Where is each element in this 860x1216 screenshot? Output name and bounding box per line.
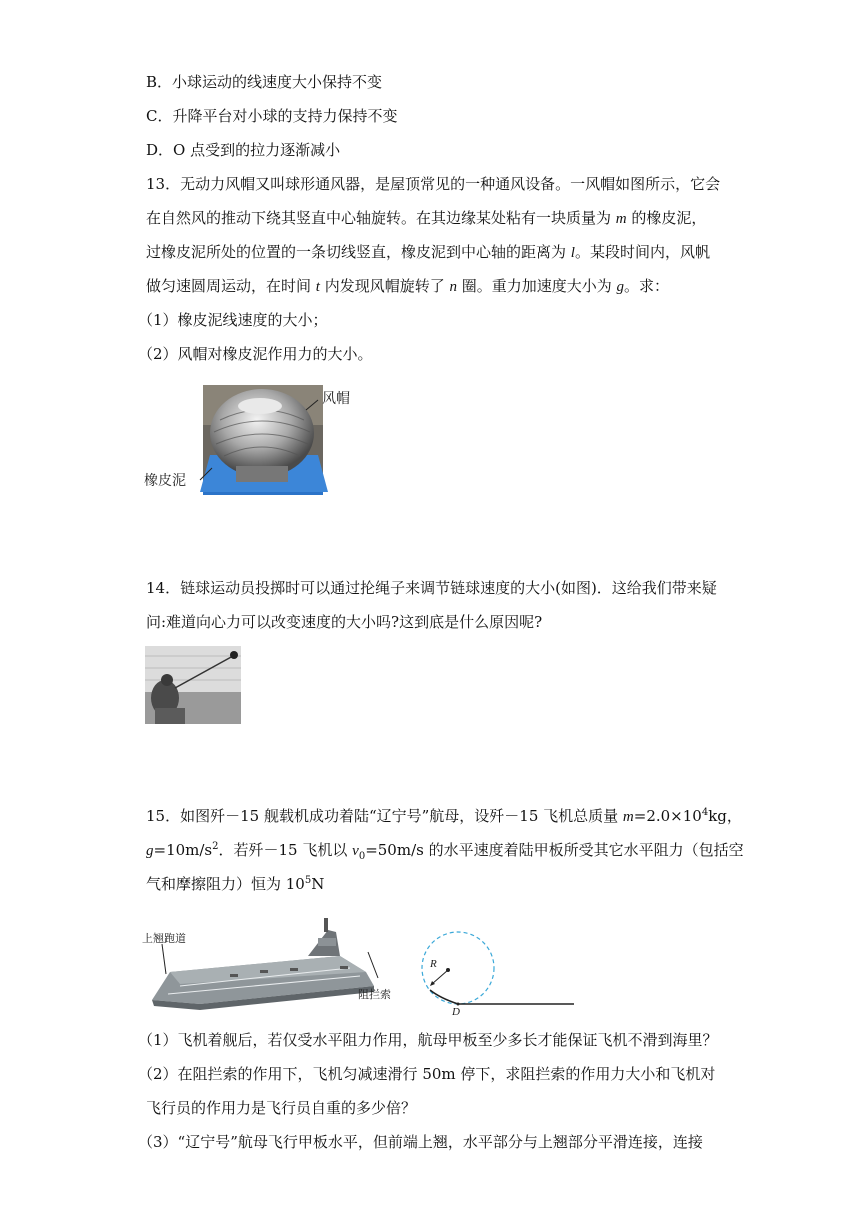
q13-sub2: （2）风帽对橡皮泥作用力的大小。 — [138, 345, 373, 363]
q13-line3: 过橡皮泥所处的位置的一条切线竖直，橡皮泥到中心轴的距离为 l。某段时间内，风帆 — [146, 243, 710, 261]
option-d: D．O 点受到的拉力逐渐减小 — [146, 141, 341, 159]
q13-line4: 做匀速圆周运动，在时间 t 内发现风帽旋转了 n 圈。重力加速度大小为 g。求： — [146, 277, 670, 295]
q13-sub1: （1）橡皮泥线速度的大小； — [138, 311, 328, 329]
q15-sub3: （3）“辽宁号”航母飞行甲板水平，但前端上翘，水平部分与上翘部分平滑连接，连接 — [138, 1133, 703, 1151]
q13-line2: 在自然风的推动下绕其竖直中心轴旋转。在其边缘某处粘有一块质量为 m 的橡皮泥， — [146, 209, 707, 227]
q15-line2: $g=10m/s^2$．若歼－15 飞机以 $v_0=50m/s$ 的水平速度着陆甲板所受其它水平阻力（包括空 — [146, 841, 744, 862]
hammer-throw-photo — [145, 646, 241, 724]
q14-line1: 14．链球运动员投掷时可以通过抡绳子来调节链球速度的大小(如图)．这给我们带来疑 — [146, 579, 717, 597]
label-radius: R — [430, 958, 437, 970]
label-arrest-cable: 阻拦索 — [358, 988, 391, 1001]
hammer-throw-figure — [145, 646, 241, 724]
label-wind-cap: 风帽 — [322, 391, 350, 407]
wind-cap-figure — [140, 380, 370, 495]
label-clay: 橡皮泥 — [144, 473, 186, 489]
q15-sub1: （1）飞机着舰后，若仅受水平阻力作用，航母甲板至少多长才能保证飞机不滑到海里？ — [138, 1031, 718, 1049]
carrier-figure — [140, 912, 580, 1024]
label-point-d: D — [452, 1006, 460, 1018]
label-ramp: 上翘跑道 — [142, 932, 186, 945]
option-c: C．升降平台对小球的支持力保持不变 — [146, 107, 398, 125]
q15-sub2a: （2）在阻拦索的作用下，飞机匀减速滑行 50m 停下，求阻拦索的作用力大小和飞机对 — [138, 1065, 716, 1083]
carrier-image — [140, 912, 580, 1024]
q15-sub2b: 飞行员的作用力是飞行员自重的多少倍？ — [146, 1099, 417, 1117]
option-b: B．小球运动的线速度大小保持不变 — [146, 73, 383, 91]
q15-line1: 15．如图歼－15 舰载机成功着陆“辽宁号”航母，设歼－15 飞机总质量 $m=2.0\times 10^4kg$， — [146, 807, 742, 825]
q13-line1: 13．无动力风帽又叫球形通风器，是屋顶常见的一种通风设备。一风帽如图所示，它会 — [146, 175, 721, 193]
q14-line2: 问:难道向心力可以改变速度的大小吗?这到底是什么原因呢? — [146, 613, 543, 631]
q15-line3: 气和摩擦阻力）恒为 $10^5N$ — [146, 875, 325, 893]
